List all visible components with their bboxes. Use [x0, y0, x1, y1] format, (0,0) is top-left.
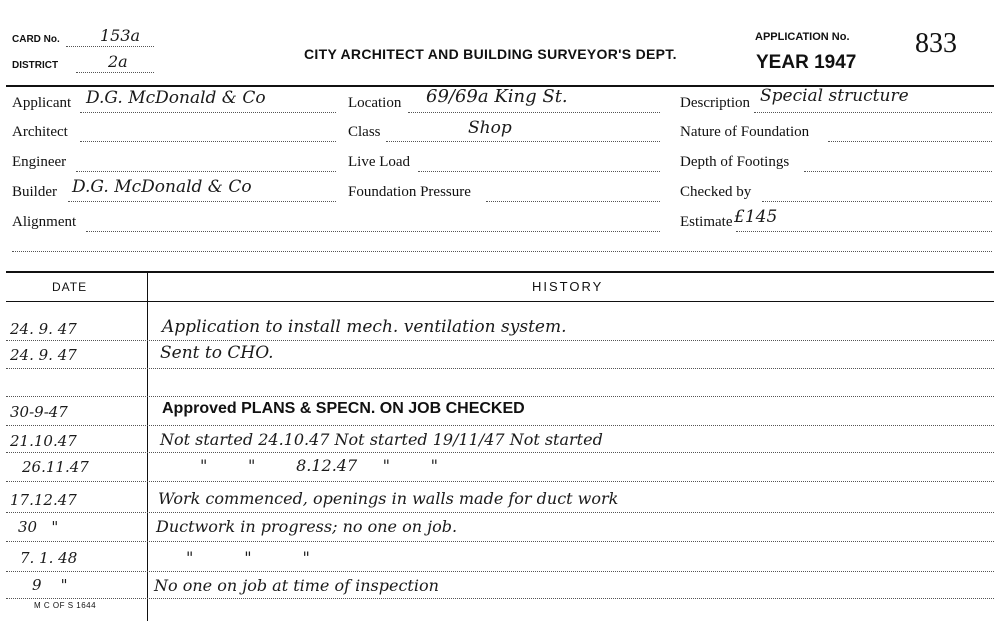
description-label: Description	[680, 95, 750, 111]
blank-line	[12, 251, 992, 252]
row-rule	[6, 541, 994, 542]
depth-of-footings-line	[804, 171, 992, 172]
row-date: 30 "	[18, 518, 59, 536]
row-rule	[6, 571, 994, 572]
row-history: No one on job at time of inspection	[154, 576, 439, 595]
builder-value: D.G. McDonald & Co	[72, 177, 252, 197]
row-date: 24. 9. 47	[10, 346, 77, 364]
alignment-label: Alignment	[12, 214, 77, 230]
engineer-label: Engineer	[12, 154, 67, 170]
row-history: " " 8.12.47 " "	[200, 456, 438, 475]
row-rule	[6, 425, 994, 426]
application-label: APPLICATION No.	[755, 31, 850, 43]
row-history: Not started 24.10.47 Not started 19/11/47 Not started	[160, 430, 603, 449]
row-date: 30-9-47	[10, 403, 68, 421]
application-number: 833	[915, 28, 957, 59]
row-history: Approved PLANS & SPECN. ON JOB CHECKED	[162, 400, 525, 417]
row-rule	[6, 452, 994, 453]
row-rule	[6, 512, 994, 513]
depth-of-footings-label: Depth of Footings	[680, 154, 790, 170]
class-value: Shop	[468, 118, 512, 138]
row-rule	[6, 481, 994, 482]
district-line	[76, 72, 154, 73]
row-history: Ductwork in progress; no one on job.	[156, 517, 458, 536]
row-date: 17.12.47	[10, 491, 77, 509]
description-line	[754, 112, 992, 113]
estimate-line	[736, 231, 992, 232]
engineer-line	[76, 171, 336, 172]
card-line	[66, 46, 154, 47]
header-bottom-rule	[6, 301, 994, 302]
date-header: DATE	[52, 280, 88, 294]
architect-line	[80, 141, 336, 142]
form-code: M C OF S 1644	[34, 601, 97, 610]
table-top-rule	[6, 271, 994, 273]
estimate-label: Estimate	[680, 214, 733, 230]
location-line	[408, 112, 660, 113]
row-rule	[6, 396, 994, 397]
row-history: Work commenced, openings in walls made for duct work	[158, 489, 619, 508]
builder-label: Builder	[12, 184, 57, 200]
foundation-pressure-label: Foundation Pressure	[348, 184, 471, 200]
nature-of-foundation-line	[828, 141, 992, 142]
year-label: YEAR 1947	[756, 52, 857, 73]
checked-by-line	[762, 201, 992, 202]
row-history: Sent to CHO.	[160, 343, 274, 363]
builder-line	[68, 201, 336, 202]
department-title: CITY ARCHITECT AND BUILDING SURVEYOR'S DEPT.	[304, 46, 677, 62]
row-rule	[6, 340, 994, 341]
foundation-pressure-line	[486, 201, 660, 202]
live-load-line	[418, 171, 660, 172]
location-label: Location	[348, 95, 402, 111]
history-header: HISTORY	[532, 279, 604, 294]
applicant-line	[80, 112, 336, 113]
card-label: CARD No.	[12, 34, 60, 45]
row-date: 24. 9. 47	[10, 320, 77, 338]
estimate-value: £145	[734, 207, 778, 227]
row-date: 26.11.47	[22, 458, 89, 476]
row-date: 9 "	[32, 576, 68, 594]
row-date: 21.10.47	[10, 432, 77, 450]
district-label: DISTRICT	[12, 60, 59, 71]
nature-of-foundation-label: Nature of Foundation	[680, 124, 810, 140]
row-rule	[6, 368, 994, 369]
applicant-value: D.G. McDonald & Co	[86, 88, 266, 108]
class-line	[386, 141, 660, 142]
applicant-label: Applicant	[12, 95, 72, 111]
row-history: " " "	[186, 548, 310, 567]
column-divider	[147, 271, 148, 621]
card-value: 153a	[100, 26, 141, 45]
architect-label: Architect	[12, 124, 68, 140]
class-label: Class	[348, 124, 381, 140]
location-value: 69/69a King St.	[426, 86, 568, 107]
alignment-line	[86, 231, 660, 232]
description-value: Special structure	[760, 86, 909, 106]
district-value: 2a	[108, 52, 128, 71]
row-rule	[6, 598, 994, 599]
checked-by-label: Checked by	[680, 184, 752, 200]
row-history: Application to install mech. ventilation system.	[162, 317, 567, 337]
row-date: 7. 1. 48	[20, 549, 78, 567]
live-load-label: Live Load	[348, 154, 411, 170]
